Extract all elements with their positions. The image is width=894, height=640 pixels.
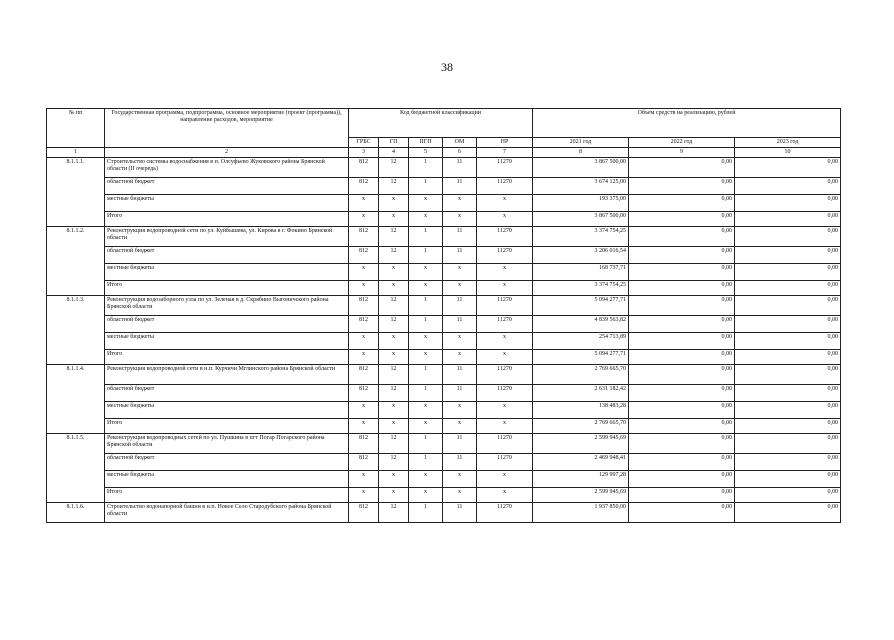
row-amount: 0,00 — [629, 333, 735, 350]
row-amount: 3 867 500,00 — [533, 158, 629, 178]
row-code: 11270 — [477, 434, 533, 454]
row-code: х — [443, 195, 477, 212]
row-code: 812 — [349, 296, 379, 316]
row-code: х — [349, 350, 379, 365]
row-code: 812 — [349, 434, 379, 454]
table-row — [47, 281, 841, 296]
budget-table — [46, 108, 841, 523]
row-amount: 5 094 277,71 — [533, 296, 629, 316]
table-body — [47, 158, 841, 523]
header-year: 2023 год — [735, 138, 841, 148]
row-code: х — [477, 264, 533, 281]
row-name: областной бюджет — [105, 316, 349, 333]
row-amount: 0,00 — [629, 316, 735, 333]
table-row — [47, 385, 841, 402]
row-amount: 2 769 665,70 — [533, 365, 629, 385]
row-number: 8.1.1.1. — [47, 158, 105, 227]
row-code: 11 — [443, 365, 477, 385]
row-name: Реконструкция водопроводных сетей по ул. Пушкина в пгт Погар Погарского района Брянской области — [105, 434, 349, 454]
row-amount: 254 713,89 — [533, 333, 629, 350]
row-amount: 129 997,28 — [533, 471, 629, 488]
row-name: Реконструкция водозаборного узла по ул. Зеленая в д. Скрябино Выгоничского района Брянской области — [105, 296, 349, 316]
row-code: х — [477, 471, 533, 488]
row-code: 12 — [379, 178, 409, 195]
row-amount: 193 375,00 — [533, 195, 629, 212]
row-code: х — [409, 471, 443, 488]
row-amount: 0,00 — [629, 178, 735, 195]
row-code: 11 — [443, 454, 477, 471]
row-amount: 0,00 — [735, 365, 841, 385]
row-amount: 0,00 — [735, 178, 841, 195]
row-code: 11270 — [477, 454, 533, 471]
row-amount: 0,00 — [629, 247, 735, 264]
row-amount: 138 483,28 — [533, 402, 629, 419]
row-number: 8.1.1.3. — [47, 296, 105, 365]
row-code: х — [409, 264, 443, 281]
row-amount: 0,00 — [735, 195, 841, 212]
row-code: 12 — [379, 454, 409, 471]
row-amount: 3 374 754,25 — [533, 281, 629, 296]
row-amount: 0,00 — [735, 402, 841, 419]
row-code: 11270 — [477, 247, 533, 264]
row-amount: 0,00 — [629, 212, 735, 227]
row-code: х — [409, 212, 443, 227]
row-code: 1 — [409, 227, 443, 247]
header-row-top — [47, 109, 841, 138]
row-code: х — [379, 419, 409, 434]
row-code: 11270 — [477, 296, 533, 316]
row-code: х — [477, 402, 533, 419]
row-code: 11 — [443, 316, 477, 333]
row-code: 1 — [409, 247, 443, 264]
table-row — [47, 264, 841, 281]
row-amount: 0,00 — [629, 296, 735, 316]
row-code: х — [477, 281, 533, 296]
header-code: ПГП — [409, 138, 443, 148]
row-name: Строительство системы водоснабжения в п. Олсуфьево Жуковского района Брянской области (II очередь) — [105, 158, 349, 178]
row-code: 11 — [443, 178, 477, 195]
row-code: х — [379, 281, 409, 296]
row-code: 812 — [349, 503, 379, 523]
row-amount: 0,00 — [629, 281, 735, 296]
row-amount: 0,00 — [629, 434, 735, 454]
table-row — [47, 419, 841, 434]
row-code: 11270 — [477, 385, 533, 402]
table-row — [47, 365, 841, 385]
table-row — [47, 212, 841, 227]
row-code: х — [477, 195, 533, 212]
row-code: х — [349, 419, 379, 434]
row-amount: 168 737,71 — [533, 264, 629, 281]
column-number-row — [47, 148, 841, 158]
row-name: местные бюджеты — [105, 195, 349, 212]
row-name: местные бюджеты — [105, 471, 349, 488]
row-amount: 0,00 — [629, 365, 735, 385]
row-amount: 3 206 016,54 — [533, 247, 629, 264]
row-name: областной бюджет — [105, 385, 349, 402]
table-row — [47, 333, 841, 350]
row-code: х — [443, 350, 477, 365]
row-code: 1 — [409, 296, 443, 316]
row-name: областной бюджет — [105, 247, 349, 264]
row-name: Итого — [105, 488, 349, 503]
row-code: х — [443, 402, 477, 419]
row-number: 8.1.1.2. — [47, 227, 105, 296]
row-code: 12 — [379, 365, 409, 385]
row-name: Реконструкция водопроводной сети в н.п. Курчичи Мглинского района Брянской области — [105, 365, 349, 385]
table-row — [47, 434, 841, 454]
column-number: 9 — [629, 148, 735, 158]
row-code: х — [409, 195, 443, 212]
row-code: х — [443, 488, 477, 503]
row-name: местные бюджеты — [105, 264, 349, 281]
page-number: 38 — [441, 60, 453, 74]
row-code: 11 — [443, 158, 477, 178]
row-code: 11270 — [477, 503, 533, 523]
row-code: х — [409, 333, 443, 350]
row-amount: 0,00 — [735, 158, 841, 178]
row-code: х — [443, 333, 477, 350]
table-row — [47, 195, 841, 212]
row-amount: 0,00 — [735, 227, 841, 247]
row-amount: 0,00 — [735, 419, 841, 434]
row-code: 11 — [443, 296, 477, 316]
table-row — [47, 227, 841, 247]
row-amount: 0,00 — [735, 264, 841, 281]
header-code: НР — [477, 138, 533, 148]
row-code: х — [379, 333, 409, 350]
row-name: Итого — [105, 281, 349, 296]
row-amount: 0,00 — [629, 158, 735, 178]
row-amount: 0,00 — [735, 350, 841, 365]
column-number: 6 — [443, 148, 477, 158]
row-code: х — [379, 350, 409, 365]
table-row — [47, 158, 841, 178]
header-code: ГП — [379, 138, 409, 148]
table-row — [47, 296, 841, 316]
row-code: х — [477, 419, 533, 434]
row-amount: 2 599 945,69 — [533, 434, 629, 454]
row-amount: 2 769 665,70 — [533, 419, 629, 434]
row-code: х — [443, 281, 477, 296]
row-code: 812 — [349, 454, 379, 471]
column-number: 4 — [379, 148, 409, 158]
row-code: х — [443, 419, 477, 434]
row-code: 812 — [349, 385, 379, 402]
row-amount: 0,00 — [735, 333, 841, 350]
row-amount: 0,00 — [735, 212, 841, 227]
row-code: 11270 — [477, 178, 533, 195]
row-code: 11 — [443, 247, 477, 264]
row-amount: 0,00 — [629, 264, 735, 281]
row-amount: 0,00 — [735, 385, 841, 402]
row-code: х — [409, 281, 443, 296]
row-code: 11 — [443, 434, 477, 454]
row-code: 812 — [349, 316, 379, 333]
row-code: 11 — [443, 503, 477, 523]
row-code: х — [379, 212, 409, 227]
row-code: х — [349, 281, 379, 296]
row-code: х — [349, 264, 379, 281]
row-amount: 4 839 563,82 — [533, 316, 629, 333]
row-code: 1 — [409, 365, 443, 385]
row-name: Строительство водонапорной башни в н.п. Новое Село Стародубского района Брянской области — [105, 503, 349, 523]
row-code: 11270 — [477, 158, 533, 178]
row-code: х — [379, 402, 409, 419]
row-code: 12 — [379, 316, 409, 333]
header-name: Государственная программа, подпрограмма, основное мероприятие (проект (программа)), направление расходов, мероприятие — [105, 109, 349, 148]
row-code: х — [443, 471, 477, 488]
row-amount: 0,00 — [629, 419, 735, 434]
row-code: х — [349, 195, 379, 212]
row-code: 1 — [409, 503, 443, 523]
column-number: 3 — [349, 148, 379, 158]
column-number: 10 — [735, 148, 841, 158]
row-amount: 1 937 850,00 — [533, 503, 629, 523]
row-code: 12 — [379, 227, 409, 247]
row-name: областной бюджет — [105, 454, 349, 471]
row-code: х — [349, 212, 379, 227]
row-amount: 0,00 — [735, 503, 841, 523]
row-code: х — [379, 264, 409, 281]
row-code: х — [349, 333, 379, 350]
row-code: 812 — [349, 178, 379, 195]
row-code: 11 — [443, 385, 477, 402]
row-code: 12 — [379, 247, 409, 264]
row-code: х — [349, 471, 379, 488]
column-number: 2 — [105, 148, 349, 158]
row-code: 12 — [379, 158, 409, 178]
row-code: 11270 — [477, 365, 533, 385]
table-row — [47, 471, 841, 488]
table-row — [47, 178, 841, 195]
row-code: 812 — [349, 158, 379, 178]
row-code: х — [349, 488, 379, 503]
row-amount: 3 867 500,00 — [533, 212, 629, 227]
row-name: местные бюджеты — [105, 402, 349, 419]
row-amount: 0,00 — [735, 488, 841, 503]
row-code: 11270 — [477, 316, 533, 333]
row-code: х — [477, 333, 533, 350]
row-code: 812 — [349, 365, 379, 385]
row-amount: 5 094 277,71 — [533, 350, 629, 365]
row-amount: 0,00 — [629, 350, 735, 365]
row-amount: 0,00 — [735, 471, 841, 488]
row-code: х — [409, 402, 443, 419]
row-code: х — [379, 488, 409, 503]
row-amount: 0,00 — [629, 402, 735, 419]
row-amount: 0,00 — [629, 454, 735, 471]
row-code: 11270 — [477, 227, 533, 247]
row-code: 12 — [379, 385, 409, 402]
row-amount: 0,00 — [629, 227, 735, 247]
table-row — [47, 454, 841, 471]
row-code: х — [477, 350, 533, 365]
row-code: х — [379, 471, 409, 488]
row-code: 1 — [409, 158, 443, 178]
row-name: Итого — [105, 350, 349, 365]
table-row — [47, 488, 841, 503]
row-code: 1 — [409, 316, 443, 333]
row-name: областной бюджет — [105, 178, 349, 195]
row-amount: 0,00 — [629, 385, 735, 402]
row-code: 1 — [409, 178, 443, 195]
row-amount: 0,00 — [735, 296, 841, 316]
row-amount: 0,00 — [735, 281, 841, 296]
row-code: х — [409, 419, 443, 434]
row-code: х — [409, 350, 443, 365]
row-name: местные бюджеты — [105, 333, 349, 350]
row-amount: 3 674 125,00 — [533, 178, 629, 195]
header-code: ГРБС — [349, 138, 379, 148]
row-code: 812 — [349, 227, 379, 247]
row-code: х — [443, 212, 477, 227]
row-amount: 2 631 182,42 — [533, 385, 629, 402]
header-volume-group: Объем средств на реализацию, рублей — [533, 109, 841, 138]
row-number: 8.1.1.6. — [47, 503, 105, 523]
row-code: х — [379, 195, 409, 212]
header-code-group: Код бюджетной классификации — [349, 109, 533, 138]
row-amount: 0,00 — [629, 488, 735, 503]
row-name: Итого — [105, 419, 349, 434]
row-amount: 0,00 — [629, 471, 735, 488]
table-row — [47, 316, 841, 333]
row-code: 12 — [379, 503, 409, 523]
row-code: 1 — [409, 385, 443, 402]
row-code: х — [477, 212, 533, 227]
row-code: х — [409, 488, 443, 503]
row-code: 11 — [443, 227, 477, 247]
table-row — [47, 503, 841, 523]
header-year: 2021 год — [533, 138, 629, 148]
row-amount: 0,00 — [735, 316, 841, 333]
header-num: № пп — [47, 109, 105, 148]
row-amount: 2 469 948,41 — [533, 454, 629, 471]
row-amount: 0,00 — [735, 434, 841, 454]
row-code: 812 — [349, 247, 379, 264]
row-name: Реконструкция водопроводной сети по ул. Куйбышева, ул. Кирова в г. Фокино Брянской области — [105, 227, 349, 247]
row-name: Итого — [105, 212, 349, 227]
table-row — [47, 350, 841, 365]
table-row — [47, 247, 841, 264]
row-amount: 2 599 945,69 — [533, 488, 629, 503]
row-code: 1 — [409, 454, 443, 471]
row-number: 8.1.1.4. — [47, 365, 105, 434]
row-amount: 3 374 754,25 — [533, 227, 629, 247]
row-code: х — [349, 402, 379, 419]
column-number: 8 — [533, 148, 629, 158]
row-code: х — [443, 264, 477, 281]
row-amount: 0,00 — [735, 454, 841, 471]
row-amount: 0,00 — [735, 247, 841, 264]
header-code: ОМ — [443, 138, 477, 148]
row-code: 12 — [379, 296, 409, 316]
header-year: 2022 год — [629, 138, 735, 148]
row-number: 8.1.1.5. — [47, 434, 105, 503]
row-amount: 0,00 — [629, 503, 735, 523]
row-code: 12 — [379, 434, 409, 454]
row-code: 1 — [409, 434, 443, 454]
column-number: 7 — [477, 148, 533, 158]
column-number: 1 — [47, 148, 105, 158]
row-code: х — [477, 488, 533, 503]
column-number: 5 — [409, 148, 443, 158]
table-row — [47, 402, 841, 419]
row-amount: 0,00 — [629, 195, 735, 212]
